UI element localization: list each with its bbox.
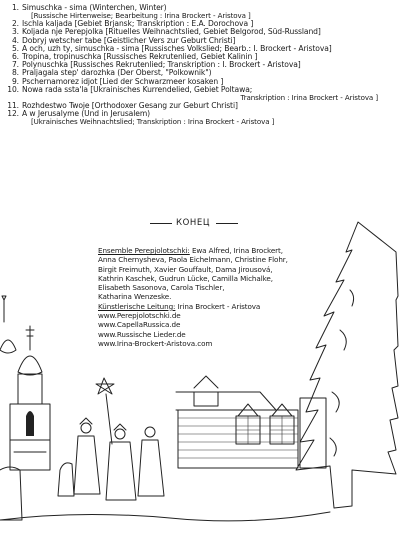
track-title: Polynuschka [Russisches Rekrutenlied; Transkription : I. Brockert - Aristova]: [22, 60, 301, 70]
track-note: [Ukrainisches Weihnachtslied; Transkription : Irina Brockert - Aristova ]: [31, 117, 275, 127]
track-number: 8.: [11, 68, 19, 78]
end-dash-right: [216, 223, 238, 224]
track-number: 12.: [7, 109, 19, 119]
track-note: [Russische Hirtenweise; Bearbeitung : Irina Brockert - Aristova ]: [31, 11, 251, 21]
direction-line: [98, 302, 368, 311]
track-number: 3.: [11, 27, 19, 37]
track-title: Koljada nje Perepjolka [Rituelles Weihnachtslied, Gebiet Belgorod, Süd-Russland]: [22, 27, 321, 37]
members-line-6: Katharina Wenzeske.: [98, 292, 172, 302]
track-title: Dobryj wetscher tabe [Geistlicher Vers zur Geburt Christi]: [22, 35, 236, 45]
track-number: 4.: [11, 35, 19, 45]
credits-block: [98, 246, 368, 380]
wooden-house: [176, 376, 326, 468]
members-line-4: Kathrin Kaschek, Gudrun Lücke, Camilla Michalke,: [98, 273, 273, 283]
track-number: 2.: [11, 19, 19, 29]
track-title: Tropina, tropinuschka [Russisches Rekrutenlied, Gebiet Kalinin ]: [22, 52, 258, 62]
track-title: A och, uzh ty, simuschka - sima [Russisches Volkslied; Bearb.: I. Brockert - Aristova]: [22, 43, 332, 53]
website-link[interactable]: www.Russische Lieder.de: [98, 329, 186, 339]
track-title: Simuschka - sima (Winterchen, Winter): [22, 3, 167, 12]
track-number: 5.: [11, 43, 19, 53]
ensemble-line: [98, 246, 368, 255]
members-line-1: Ewa Alfred, Irina Brockert,: [191, 246, 283, 255]
end-dash-left: [150, 223, 172, 224]
track-number: 1.: [11, 3, 19, 12]
track-number: 10.: [7, 84, 19, 94]
members-line-5: Elisabeth Sasonova, Carola Tischler,: [98, 283, 225, 293]
track-note: Transkription : Irina Brockert - Aristova ]: [240, 93, 378, 103]
members-line-2: Anna Chernysheva, Paola Eichelmann, Christine Flohr,: [98, 255, 288, 265]
track-title: A w Jerusalyme (Und in Jerusalem): [22, 109, 150, 119]
website-link[interactable]: www.Irina-Brockert-Aristova.com: [98, 338, 213, 348]
track-list: [6, 4, 398, 126]
end-label: КОНЕЦ: [176, 218, 211, 228]
track-number: 6.: [11, 52, 19, 62]
website-link[interactable]: www.CapellaRussica.de: [98, 320, 181, 330]
track-title: Rozhdestwo Twoje [Orthodoxer Gesang zur Geburt Christi]: [22, 101, 238, 111]
direction-heading: Künstlerische Leitung:: [98, 301, 176, 311]
direction-name: Irina Brockert - Aristova: [177, 301, 261, 311]
ground-line: [0, 512, 330, 521]
website-link[interactable]: www.Perepjolotschki.de: [98, 311, 181, 321]
track-title: Pschernamorez idjot [Lied der Schwarzmeer kosaken ]: [22, 76, 224, 86]
track-number: 9.: [11, 76, 19, 86]
ensemble-heading: Ensemble Perepjolotschki:: [98, 246, 190, 255]
members-line-3: Birgit Freimuth, Xavier Gouffault, Dama Jirousová,: [98, 264, 273, 274]
track-title: Praljagala step' darozhka (Der Oberst, "Polkownik"): [22, 68, 212, 78]
track-number: 11.: [7, 101, 19, 111]
track-title: Ischla kaljada [Gebiet Brjansk; Transkription : E.A. Dorochova ]: [22, 19, 254, 29]
track-number: 7.: [11, 60, 19, 70]
church-domes: [0, 296, 50, 470]
track-title: Nowa rada ssta'la [Ukrainisches Kurrendelied, Gebiet Poltawa;: [22, 84, 253, 94]
carolers: [0, 378, 164, 520]
